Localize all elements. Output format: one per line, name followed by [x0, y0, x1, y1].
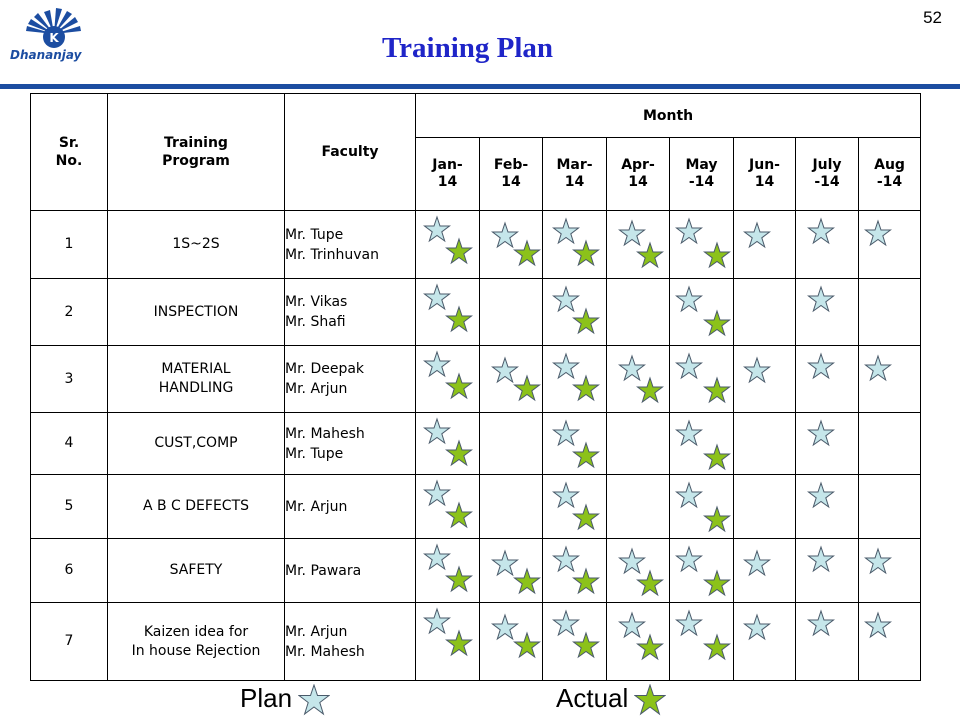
cell-training-program: [108, 211, 285, 279]
table-row: [31, 475, 921, 539]
month-cell: [607, 279, 670, 346]
month-cell: [734, 346, 796, 413]
faculty-name: Mr. Pawara: [285, 562, 362, 579]
table-row: [31, 279, 921, 346]
cell-faculty: [285, 603, 416, 681]
legend-actual-label: Actual: [556, 683, 629, 713]
actual-star-icon: [637, 635, 663, 661]
actual-star-icon: [514, 241, 540, 267]
month-cell: [416, 603, 480, 681]
plan-star-icon: [744, 615, 770, 641]
month-cell: [670, 211, 734, 279]
cell-faculty: [285, 475, 416, 539]
plan-star-icon: [808, 287, 834, 313]
month-cell: [859, 413, 921, 475]
actual-star-shape: [705, 311, 730, 335]
month-cell: [416, 413, 480, 475]
program-line: 1S~2S: [172, 236, 220, 252]
actual-star-shape: [705, 507, 730, 531]
actual-star-icon: [573, 633, 599, 659]
month-cell: [670, 475, 734, 539]
table-row: [31, 603, 921, 681]
month-cell: [480, 279, 543, 346]
plan-star-shape: [677, 354, 702, 378]
month-cell: [734, 603, 796, 681]
actual-star-icon: [514, 633, 540, 659]
month-cell: [543, 603, 607, 681]
actual-star-icon: [704, 507, 730, 533]
month-cell: [607, 475, 670, 539]
plan-star-icon: [676, 421, 702, 447]
plan-star-icon: [865, 221, 891, 247]
month-cell: [734, 413, 796, 475]
logo-mark: K: [49, 31, 59, 45]
cell-sr-no: 4: [31, 413, 108, 475]
plan-star-shape: [425, 609, 450, 633]
cell-faculty: [285, 211, 416, 279]
actual-star-shape: [574, 376, 599, 400]
actual-star-icon: [637, 378, 663, 404]
actual-star-icon: [637, 571, 663, 597]
month-cell: [416, 346, 480, 413]
month-header: July -14: [796, 138, 859, 211]
month-cell: [734, 211, 796, 279]
month-cell: [859, 603, 921, 681]
plan-star-shape: [620, 356, 645, 380]
cell-training-program: [108, 346, 285, 413]
actual-star-shape: [447, 441, 472, 465]
actual-star-shape: [705, 571, 730, 595]
actual-star-shape: [447, 374, 472, 398]
month-cell: [416, 211, 480, 279]
table-row: [31, 413, 921, 475]
month-header: Feb- 14: [480, 138, 543, 211]
month-header: Jun- 14: [734, 138, 796, 211]
month-cell: [480, 211, 543, 279]
month-cell: [859, 211, 921, 279]
faculty-name: Mr. Tupe: [285, 226, 344, 243]
month-cell: [480, 413, 543, 475]
plan-star-icon: [744, 223, 770, 249]
program-line: INSPECTION: [153, 303, 239, 320]
actual-star-icon: [573, 309, 599, 335]
cell-training-program: [108, 603, 285, 681]
legend-actual-star-shape: [635, 685, 665, 714]
month-cell: [607, 539, 670, 603]
plan-star-icon: [676, 219, 702, 245]
plan-star-shape: [677, 219, 702, 243]
plan-star-icon: [865, 549, 891, 575]
month-cell: [607, 346, 670, 413]
month-cell: [670, 346, 734, 413]
faculty-name: Mr. Mahesh: [285, 643, 365, 660]
actual-star-shape: [705, 445, 730, 469]
plan-star-icon: [808, 547, 834, 573]
plan-star-shape: [425, 545, 450, 569]
month-cell: [543, 539, 607, 603]
cell-sr-no: 2: [31, 279, 108, 346]
month-header: May -14: [670, 138, 734, 211]
month-cell: [796, 539, 859, 603]
cell-training-program: [108, 413, 285, 475]
header-row-top: [31, 94, 921, 138]
actual-star-shape: [638, 243, 663, 267]
plan-star-shape: [745, 615, 770, 639]
actual-star-shape: [574, 633, 599, 657]
actual-star-shape: [515, 376, 540, 400]
actual-star-icon: [446, 374, 472, 400]
plan-star-shape: [809, 547, 834, 571]
cell-faculty: [285, 346, 416, 413]
actual-star-shape: [705, 243, 730, 267]
actual-star-icon: [446, 307, 472, 333]
actual-star-icon: [573, 241, 599, 267]
plan-star-shape: [866, 356, 891, 380]
actual-star-shape: [705, 378, 730, 402]
actual-star-shape: [447, 567, 472, 591]
program-line: Kaizen idea for: [143, 623, 249, 640]
actual-star-icon: [704, 243, 730, 269]
actual-star-shape: [638, 635, 663, 659]
month-header: Aug -14: [859, 138, 921, 211]
plan-star-shape: [677, 611, 702, 635]
actual-star-icon: [704, 445, 730, 471]
plan-star-shape: [620, 549, 645, 573]
faculty-name: Mr. Trinhuvan: [285, 246, 379, 263]
actual-star-icon: [704, 378, 730, 404]
month-header: Jan- 14: [416, 138, 480, 211]
cell-training-program: [108, 279, 285, 346]
month-header: Mar- 14: [543, 138, 607, 211]
actual-star-icon: [637, 243, 663, 269]
plan-star-shape: [809, 611, 834, 635]
plan-star-shape: [554, 611, 579, 635]
month-cell: [859, 475, 921, 539]
faculty-name: Mr. Arjun: [285, 623, 348, 640]
actual-star-shape: [447, 503, 472, 527]
plan-star-icon: [676, 483, 702, 509]
plan-star-shape: [745, 551, 770, 575]
month-cell: [543, 211, 607, 279]
month-cell: [796, 475, 859, 539]
month-cell: [480, 539, 543, 603]
faculty-name: Mr. Tupe: [285, 445, 344, 462]
month-cell: [607, 603, 670, 681]
training-plan-table: [30, 93, 921, 681]
plan-star-shape: [809, 421, 834, 445]
actual-star-icon: [573, 569, 599, 595]
actual-star-shape: [447, 307, 472, 331]
actual-star-shape: [638, 571, 663, 595]
month-cell: [734, 539, 796, 603]
header-rule: [0, 84, 960, 89]
header-faculty: Faculty: [285, 94, 416, 211]
cell-faculty: [285, 539, 416, 603]
plan-star-shape: [809, 354, 834, 378]
plan-star-shape: [425, 419, 450, 443]
month-cell: [734, 475, 796, 539]
plan-star-shape: [620, 221, 645, 245]
faculty-name: Mr. Mahesh: [285, 425, 365, 442]
plan-star-shape: [866, 549, 891, 573]
month-cell: [543, 279, 607, 346]
actual-star-icon: [704, 635, 730, 661]
plan-star-icon: [744, 551, 770, 577]
plan-star-icon: [808, 421, 834, 447]
actual-star-icon: [573, 443, 599, 469]
actual-star-icon: [514, 569, 540, 595]
header-month: Month: [416, 94, 921, 138]
legend-plan-label: Plan: [240, 683, 293, 713]
plan-star-shape: [745, 358, 770, 382]
plan-star-icon: [865, 613, 891, 639]
plan-star-shape: [677, 421, 702, 445]
plan-star-shape: [554, 219, 579, 243]
cell-sr-no: 6: [31, 539, 108, 603]
legend-plan-star-icon: [298, 684, 330, 716]
plan-star-icon: [676, 354, 702, 380]
plan-star-shape: [554, 483, 579, 507]
faculty-name: Mr. Deepak: [285, 361, 365, 377]
plan-star-icon: [676, 611, 702, 637]
month-cell: [796, 413, 859, 475]
header-training-program: Training Program: [108, 94, 285, 211]
cell-sr-no: 7: [31, 603, 108, 681]
plan-star-shape: [809, 483, 834, 507]
plan-star-shape: [677, 547, 702, 571]
actual-star-shape: [447, 239, 472, 263]
cell-training-program: [108, 539, 285, 603]
actual-star-icon: [573, 376, 599, 402]
plan-star-icon: [676, 287, 702, 313]
month-cell: [480, 475, 543, 539]
month-cell: [543, 346, 607, 413]
actual-star-shape: [705, 635, 730, 659]
plan-star-shape: [554, 354, 579, 378]
plan-star-icon: [744, 358, 770, 384]
month-cell: [607, 211, 670, 279]
plan-star-shape: [425, 352, 450, 376]
faculty-name: Mr. Shafi: [285, 314, 346, 330]
faculty-name: Mr. Vikas: [285, 294, 348, 310]
page-title: Training Plan: [381, 32, 554, 64]
program-line: In house Rejection: [131, 642, 261, 659]
actual-star-shape: [574, 569, 599, 593]
faculty-name: Mr. Arjun: [285, 381, 348, 397]
month-cell: [416, 475, 480, 539]
month-cell: [416, 279, 480, 346]
plan-star-shape: [745, 223, 770, 247]
plan-star-icon: [865, 356, 891, 382]
table-row: [31, 211, 921, 279]
plan-star-shape: [425, 285, 450, 309]
month-cell: [543, 475, 607, 539]
actual-star-shape: [574, 443, 599, 467]
plan-star-shape: [425, 217, 450, 241]
cell-faculty: [285, 413, 416, 475]
actual-star-icon: [514, 376, 540, 402]
plan-star-shape: [554, 547, 579, 571]
month-cell: [734, 279, 796, 346]
month-cell: [670, 603, 734, 681]
table-row: [31, 346, 921, 413]
actual-star-shape: [574, 309, 599, 333]
month-cell: [607, 413, 670, 475]
month-cell: [670, 539, 734, 603]
cell-sr-no: 5: [31, 475, 108, 539]
plan-star-shape: [425, 481, 450, 505]
actual-star-icon: [446, 503, 472, 529]
month-cell: [416, 539, 480, 603]
plan-star-icon: [808, 483, 834, 509]
cell-training-program: [108, 475, 285, 539]
actual-star-shape: [515, 633, 540, 657]
month-header: Apr- 14: [607, 138, 670, 211]
plan-star-shape: [620, 613, 645, 637]
plan-star-icon: [676, 547, 702, 573]
plan-star-icon: [808, 219, 834, 245]
actual-star-icon: [446, 239, 472, 265]
month-cell: [796, 211, 859, 279]
actual-star-shape: [515, 569, 540, 593]
legend-actual-star-icon: [634, 684, 666, 716]
plan-star-shape: [554, 287, 579, 311]
program-line: A B C DEFECTS: [142, 498, 250, 514]
month-cell: [670, 413, 734, 475]
faculty-name: Mr. Arjun: [285, 498, 348, 515]
logo-wordmark: Dhananjay: [10, 48, 82, 62]
page-number: 52: [923, 8, 942, 27]
month-cell: [796, 603, 859, 681]
actual-star-shape: [515, 241, 540, 265]
actual-star-shape: [574, 505, 599, 529]
program-line: SAFETY: [169, 562, 223, 578]
actual-star-icon: [704, 311, 730, 337]
plan-star-shape: [554, 421, 579, 445]
month-cell: [796, 279, 859, 346]
actual-star-icon: [446, 441, 472, 467]
cell-sr-no: 3: [31, 346, 108, 413]
plan-star-shape: [866, 221, 891, 245]
table-row: [31, 539, 921, 603]
actual-star-icon: [446, 631, 472, 657]
program-line: CUST,COMP: [154, 435, 238, 451]
plan-star-shape: [677, 287, 702, 311]
header-sr-no: Sr. No.: [31, 94, 108, 211]
cell-faculty: [285, 279, 416, 346]
month-cell: [859, 279, 921, 346]
plan-star-shape: [866, 613, 891, 637]
plan-star-shape: [677, 483, 702, 507]
plan-star-icon: [808, 611, 834, 637]
actual-star-shape: [638, 378, 663, 402]
plan-star-icon: [808, 354, 834, 380]
actual-star-icon: [446, 567, 472, 593]
cell-sr-no: 1: [31, 211, 108, 279]
month-cell: [480, 603, 543, 681]
month-cell: [670, 279, 734, 346]
legend-plan-star-shape: [299, 685, 329, 714]
month-cell: [480, 346, 543, 413]
program-line: MATERIAL: [161, 361, 231, 377]
month-cell: [543, 413, 607, 475]
actual-star-icon: [573, 505, 599, 531]
actual-star-shape: [447, 631, 472, 655]
program-line: HANDLING: [158, 380, 234, 396]
actual-star-icon: [704, 571, 730, 597]
month-cell: [859, 346, 921, 413]
month-cell: [796, 346, 859, 413]
month-cell: [859, 539, 921, 603]
plan-star-shape: [809, 219, 834, 243]
plan-star-shape: [809, 287, 834, 311]
actual-star-shape: [574, 241, 599, 265]
